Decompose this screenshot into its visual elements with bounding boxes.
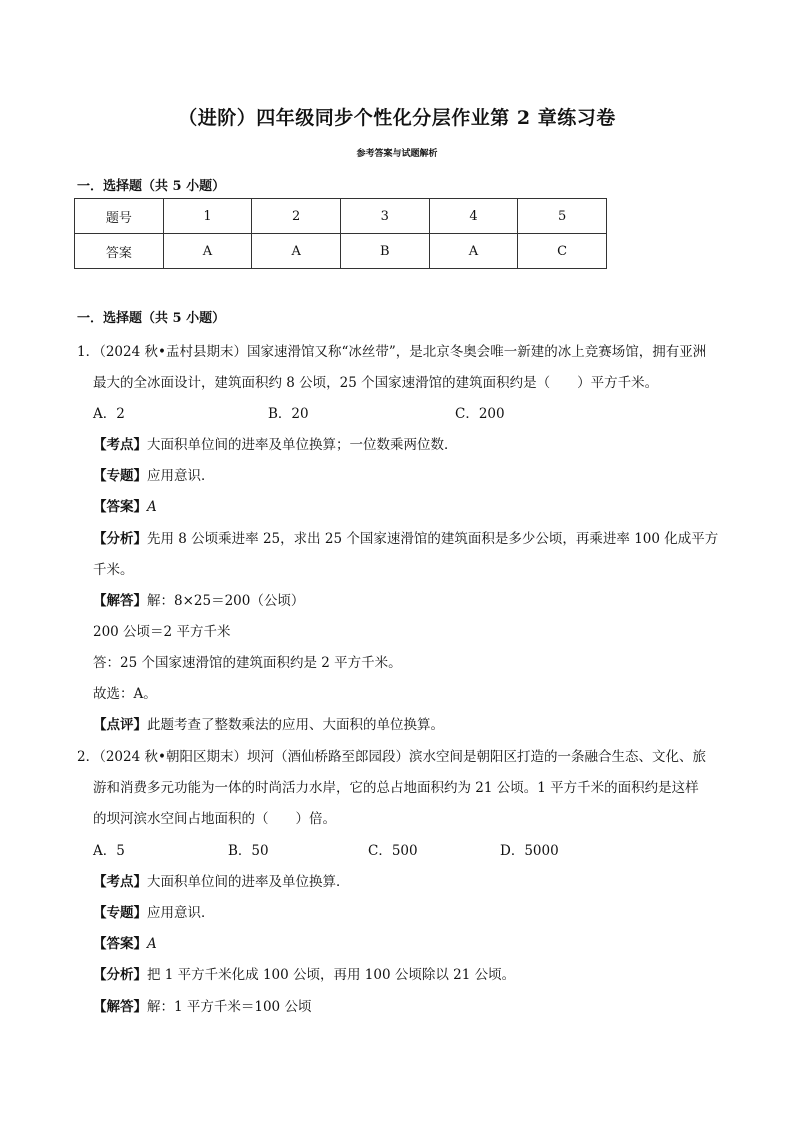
- kaodian-tag: 【考点】: [93, 437, 147, 453]
- q2-option-b: B．50: [228, 843, 269, 859]
- fenxi-tag: 【分析】: [93, 967, 147, 983]
- table-row: [75, 199, 607, 234]
- daan-tag: 【答案】: [93, 499, 147, 515]
- q2-option-c: C．500: [368, 843, 418, 859]
- q1-kaodian: [93, 433, 458, 453]
- q1-jieda-line-4: 故选：A。: [93, 686, 157, 702]
- q1-zhuanti: [93, 464, 215, 484]
- q2-jieda: [93, 995, 311, 1015]
- kaodian-tag: 【考点】: [93, 874, 147, 890]
- jieda-tag: 【解答】: [93, 593, 147, 609]
- q1-daan: [93, 495, 157, 515]
- q1-option-b: B．20: [268, 406, 309, 422]
- q2-zhuanti: [93, 901, 215, 921]
- question-number-cell: 4: [429, 199, 518, 234]
- zhuanti-tag: 【专题】: [93, 905, 147, 921]
- q1-fenxi-line-2: 千米。: [93, 562, 134, 578]
- answer-table: [74, 198, 607, 269]
- daan-text: A: [147, 936, 157, 952]
- zhuanti-text: 应用意识．: [147, 905, 215, 921]
- question-1-stem-line-2: 最大的全冰面设计，建筑面积约 8 公顷，25 个国家速滑馆的建筑面积约是（ ）平方千米。: [93, 375, 659, 391]
- q1-dianping: [93, 713, 444, 733]
- q2-kaodian: [93, 870, 350, 890]
- fenxi-text: 把 1 平方千米化成 100 公顷，再用 100 公顷除以 21 公顷。: [147, 967, 516, 983]
- question-2-stem-line-2: 游和消费多元功能为一体的时尚活力水岸，它的总占地面积约为 21 公顷。1 平方千米的面积约是这样: [93, 780, 699, 796]
- answer-cell: A: [429, 234, 518, 269]
- kaodian-text: 大面积单位间的进率及单位换算；一位数乘两位数．: [147, 437, 458, 453]
- q1-jieda-line-3: 答：25 个国家速滑馆的建筑面积约是 2 平方千米。: [93, 655, 402, 671]
- section-heading-answers: 一．选择题（共 5 小题）: [77, 179, 226, 194]
- fenxi-tag: 【分析】: [93, 531, 147, 547]
- daan-tag: 【答案】: [93, 936, 147, 952]
- q1-jieda-line-1: [93, 589, 304, 609]
- answer-cell: C: [518, 234, 607, 269]
- question-number-cell: 2: [252, 199, 341, 234]
- question-2-stem-line-1: 2．（2024 秋•朝阳区期末）坝河（酒仙桥路至郎园段）滨水空间是朝阳区打造的一条融合生态、文化、旅: [77, 749, 706, 765]
- question-number-cell: 1: [163, 199, 252, 234]
- table-row: [75, 234, 607, 269]
- q2-fenxi: [93, 963, 515, 983]
- kaodian-text: 大面积单位间的进率及单位换算．: [147, 874, 350, 890]
- q1-fenxi-line-1: [93, 527, 718, 547]
- q1-option-c: C．200: [455, 406, 505, 422]
- q1-option-a: A．2: [93, 406, 125, 422]
- zhuanti-text: 应用意识．: [147, 468, 215, 484]
- question-2-stem-line-3: 的坝河滨水空间占地面积的（ ）倍。: [93, 811, 336, 827]
- answer-cell: A: [252, 234, 341, 269]
- fenxi-text: 先用 8 公顷乘进率 25，求出 25 个国家速滑馆的建筑面积是多少公顷，再乘进率 100 化成平方: [147, 531, 719, 547]
- daan-text: A: [147, 499, 157, 515]
- jieda-text: 解：8×25＝200（公顷）: [147, 593, 305, 609]
- dianping-tag: 【点评】: [93, 717, 147, 733]
- jieda-tag: 【解答】: [93, 999, 147, 1015]
- dianping-text: 此题考查了整数乘法的应用、大面积的单位换算。: [147, 717, 444, 733]
- page-title: （进阶）四年级同步个性化分层作业第 2 章练习卷: [178, 107, 616, 129]
- q2-daan: [93, 932, 157, 952]
- q2-option-a: A．5: [93, 843, 125, 859]
- zhuanti-tag: 【专题】: [93, 468, 147, 484]
- row-label-number: 题号: [75, 199, 164, 234]
- page-subtitle: 参考答案与试题解析: [356, 149, 438, 159]
- question-1-stem-line-1: 1．（2024 秋•盂村县期末）国家速滑馆又称“冰丝带”，是北京冬奥会唯一新建的冰上竞赛场馆，拥有亚洲: [77, 344, 707, 360]
- q1-jieda-line-2: 200 公顷＝2 平方千米: [93, 624, 231, 640]
- answer-cell: A: [163, 234, 252, 269]
- row-label-answer: 答案: [75, 234, 164, 269]
- question-number-cell: 5: [518, 199, 607, 234]
- answer-cell: B: [340, 234, 429, 269]
- jieda-text: 解：1 平方千米＝100 公顷: [147, 999, 312, 1015]
- section-heading-details: 一．选择题（共 5 小题）: [77, 311, 226, 326]
- question-number-cell: 3: [340, 199, 429, 234]
- q2-option-d: D．5000: [500, 843, 559, 859]
